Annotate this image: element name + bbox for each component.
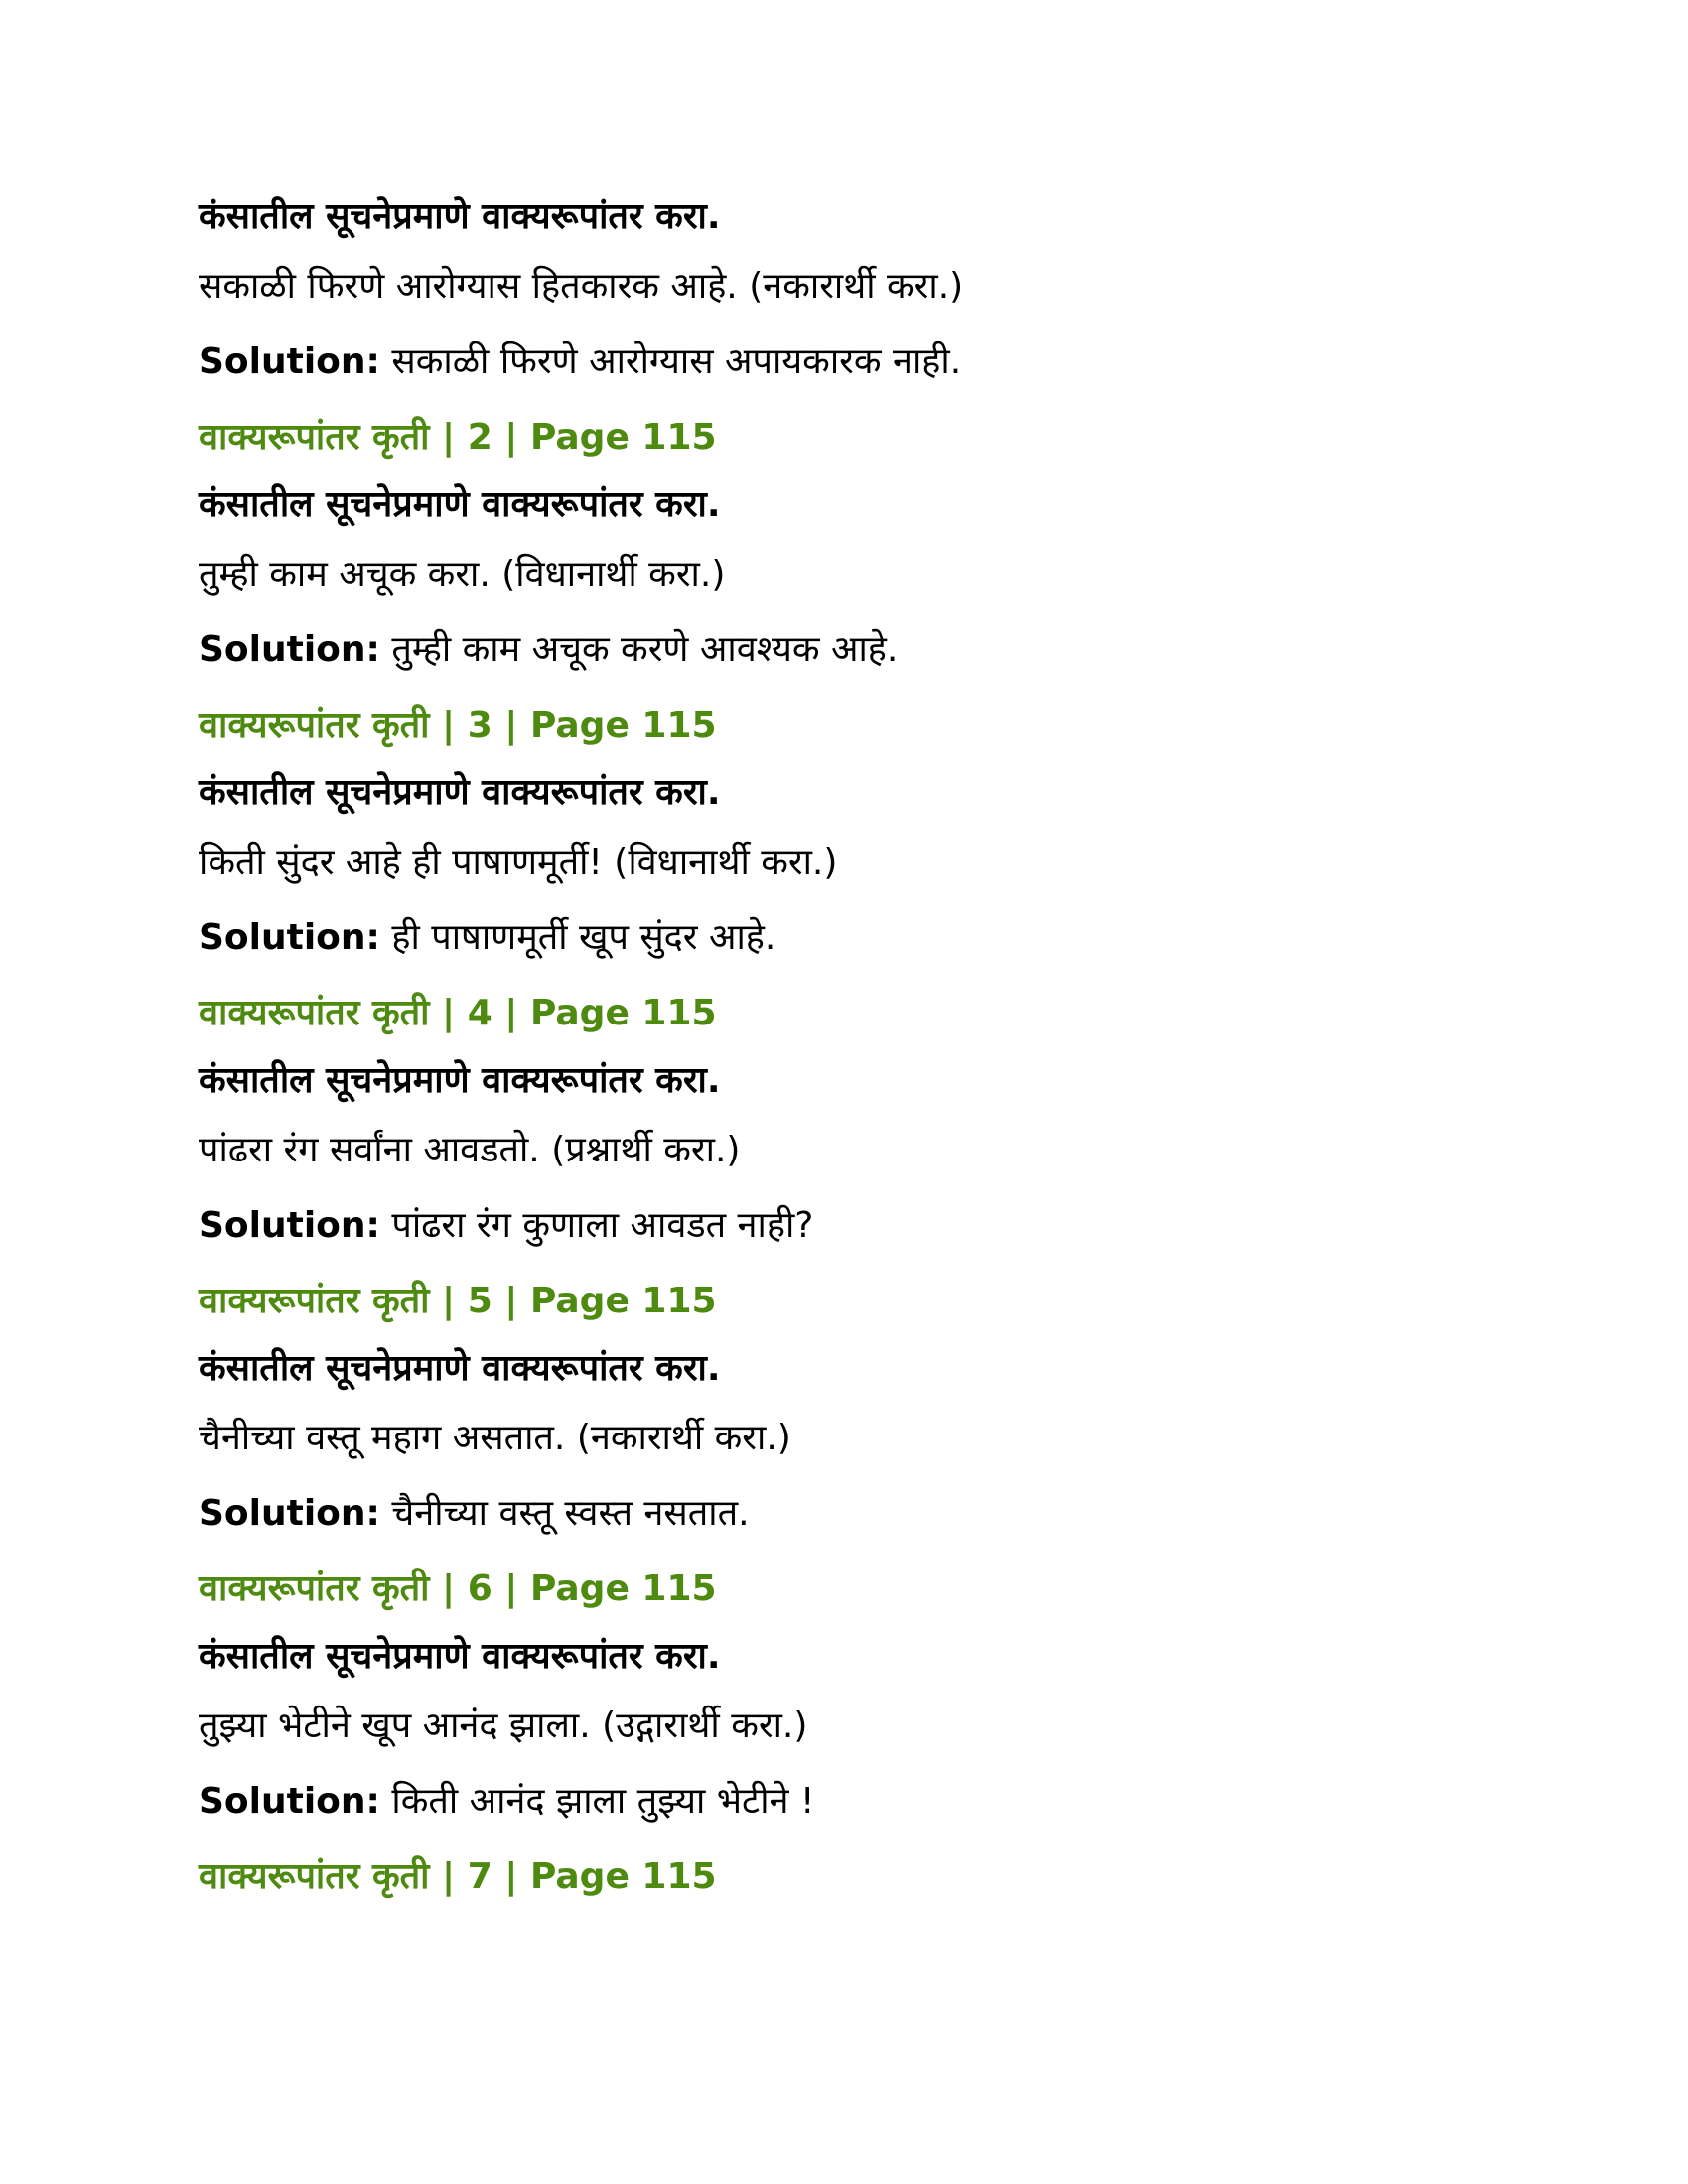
solution-line [199, 1203, 1688, 1249]
question-text: किती सुंदर आहे ही पाषाणमूर्ती! (विधानार्थी करा.) [199, 842, 838, 883]
instruction-heading: कंसातील सूचनेप्रमाणे वाक्यरूपांतर करा. [199, 1348, 721, 1389]
solution-line [199, 915, 1688, 961]
solution-label: Solution: [199, 341, 380, 382]
instruction-heading: कंसातील सूचनेप्रमाणे वाक्यरूपांतर करा. [199, 197, 721, 237]
section-title: वाक्यरूपांतर कृती | 5 | Page 115 [199, 1281, 717, 1321]
section-title: वाक्यरूपांतर कृती | 7 | Page 115 [199, 1856, 717, 1897]
instruction-heading: कंसातील सूचनेप्रमाणे वाक्यरूपांतर करा. [199, 1060, 721, 1101]
question-text: पांढरा रंग सर्वांना आवडतो. (प्रश्नार्थी करा.) [199, 1130, 741, 1170]
exercise-block-5 [199, 1279, 1688, 1537]
question-text: तुझ्या भेटीने खूप आनंद झाला. (उद्गारार्थी करा.) [199, 1706, 808, 1746]
exercise-block-2 [199, 415, 1688, 673]
solution-text: तुम्ही काम अचूक करणे आवश्यक आहे. [379, 629, 899, 670]
section-title: वाक्यरूपांतर कृती | 2 | Page 115 [199, 417, 717, 458]
solution-text: किती आनंद झाला तुझ्या भेटीने ! [379, 1781, 815, 1822]
instruction-heading: कंसातील सूचनेप्रमाणे वाक्यरूपांतर करा. [199, 772, 721, 813]
solution-label: Solution: [199, 1781, 380, 1822]
solution-text: चैनीच्या वस्तू स्वस्त नसतात. [379, 1493, 750, 1534]
solution-label: Solution: [199, 917, 380, 958]
solution-line [199, 1779, 1688, 1825]
solution-label: Solution: [199, 1205, 380, 1246]
solution-text: ही पाषाणमूर्ती खूप सुंदर आहे. [379, 917, 776, 958]
solution-line [199, 340, 1688, 385]
solution-label: Solution: [199, 1493, 380, 1534]
exercise-block-6 [199, 1567, 1688, 1825]
instruction-heading: कंसातील सूचनेप्रमाणे वाक्यरूपांतर करा. [199, 1636, 721, 1677]
solution-label: Solution: [199, 629, 380, 670]
section-title: वाक्यरूपांतर कृती | 3 | Page 115 [199, 705, 717, 746]
solution-line [199, 1491, 1688, 1537]
question-text: चैनीच्या वस्तू महाग असतात. (नकारार्थी करा.) [199, 1418, 791, 1458]
instruction-heading: कंसातील सूचनेप्रमाणे वाक्यरूपांतर करा. [199, 484, 721, 525]
solution-text: पांढरा रंग कुणाला आवडत नाही? [379, 1205, 814, 1246]
section-title: वाक्यरूपांतर कृती | 6 | Page 115 [199, 1569, 717, 1609]
section-title: वाक्यरूपांतर कृती | 4 | Page 115 [199, 993, 717, 1033]
question-text: तुम्ही काम अचूक करा. (विधानार्थी करा.) [199, 554, 726, 595]
solution-text: सकाळी फिरणे आरोग्यास अपायकारक नाही. [379, 341, 962, 382]
solution-line [199, 627, 1688, 673]
exercise-block-1 [199, 195, 1688, 385]
question-text: सकाळी फिरणे आरोग्यास हितकारक आहे. (नकारार्थी करा.) [199, 266, 964, 307]
exercise-block-4 [199, 991, 1688, 1249]
exercise-block-3 [199, 703, 1688, 961]
